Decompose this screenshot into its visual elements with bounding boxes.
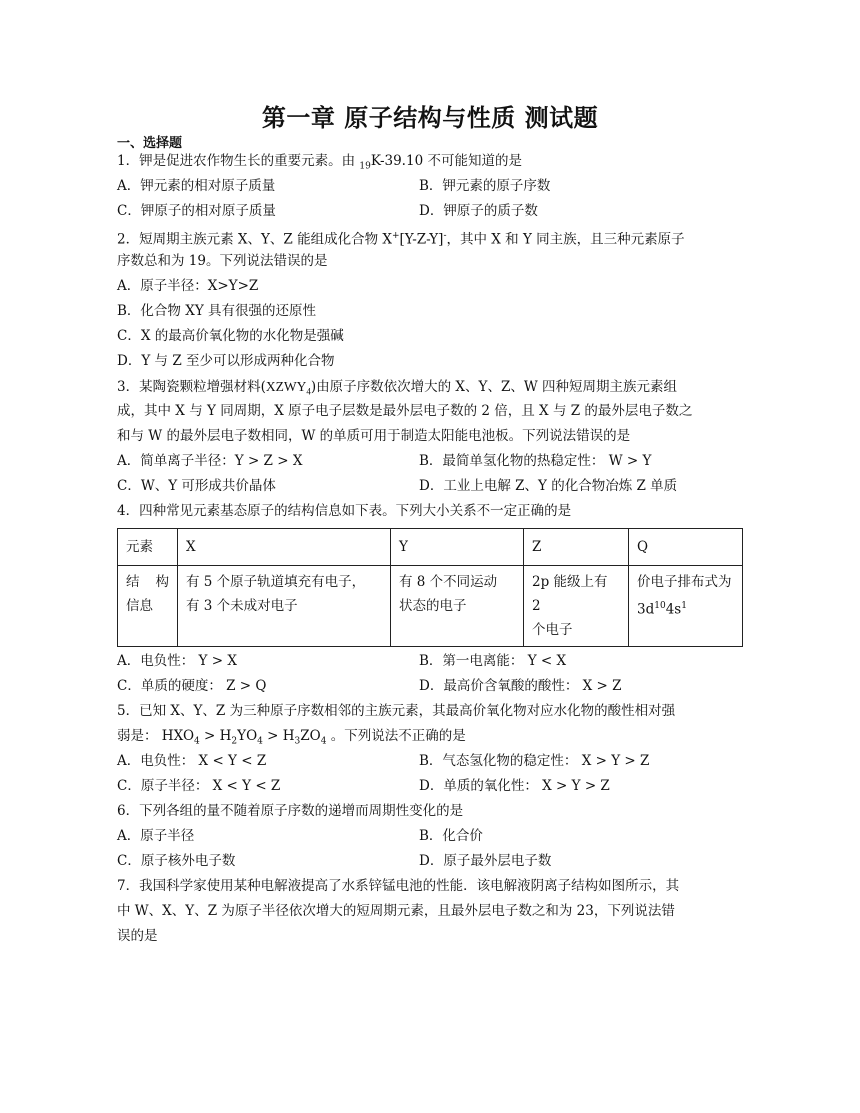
q3-stem-line3: 和与 W 的最外层电子数相同，W 的单质可用于制造太阳能电池板。下列说法错误的是 [117, 428, 631, 444]
q3-stem-line2: 成，其中 X 与 Y 同周期，X 原子电子层数是最外层电子数的 2 倍，且 X 与 Z 的最外层电子数之 [117, 403, 693, 419]
q1-option-b[interactable]: B．钾元素的原子序数 [419, 178, 551, 194]
q7-stem-line1: 7．我国科学家使用某种电解液提高了水系锌锰电池的性能．该电解液阴离子结构如图所示，其 [117, 878, 680, 894]
q5-stem-line1: 5．已知 X、Y、Z 为三种原子序数相邻的主族元素，其最高价氧化物对应水化物的酸性相对强 [117, 703, 676, 719]
q5-options-row1 [117, 749, 743, 774]
q4-options-row2 [117, 674, 743, 699]
q6-option-c[interactable]: C．原子核外电子数 [117, 853, 236, 869]
table-header-cell: X [178, 529, 391, 566]
q2-stem-line2: 序数总和为 19。下列说法错误的是 [117, 253, 328, 269]
q3-option-a[interactable]: A．简单离子半径：Y > Z > X [117, 453, 303, 469]
document-title: 第一章 原子结构与性质 测试题 [261, 104, 599, 132]
q5-option-c[interactable]: C．原子半径： X < Y < Z [117, 778, 281, 794]
q6-options-row2 [117, 849, 743, 874]
q6-options-row1 [117, 824, 743, 849]
table-header-cell: Q [629, 529, 743, 566]
q1-options-row2 [117, 199, 743, 224]
table-cell-z: 2p 能级上有 2 个电子 [524, 566, 629, 647]
q1-stem: 1．钾是促进农作物生长的重要元素。由 $_{19}$K-39.10 不可能知道的是 [117, 153, 522, 172]
table-row-label: 结 构 信息 [118, 566, 178, 647]
q5-options-row2 [117, 774, 743, 799]
q3-options-row1 [117, 449, 743, 474]
q7-stem-line2: 中 W、X、Y、Z 为原子半径依次增大的短周期元素，且最外层电子数之和为 23，下列说法错 [117, 903, 675, 919]
q1-option-a[interactable]: A．钾元素的相对原子质量 [117, 178, 276, 194]
q4-options-row1 [117, 649, 743, 674]
q5-stem-line2: 弱是： $HXO_4 > H_2YO_4 > H_3ZO_4$ 。下列说法不正确的是 [117, 728, 466, 747]
table-header-cell: Y [391, 529, 524, 566]
element-info-table [117, 528, 743, 647]
q1-option-d[interactable]: D．钾原子的质子数 [419, 203, 538, 219]
q3-option-b[interactable]: B．最简单氢化物的热稳定性： W > Y [419, 453, 652, 469]
section-heading: 一、选择题 [117, 136, 183, 151]
q2-stem-line1: 2．短周期主族元素 X、Y、Z 能组成化合物 X+[Y-Z-Y]-，其中 X 和 Y 同主族，且三种元素原子 [117, 231, 685, 248]
q1-option-c[interactable]: C．钾原子的相对原子质量 [117, 203, 276, 219]
table-header-row [118, 529, 743, 566]
table-cell-x: 有 5 个原子轨道填充有电子， 有 3 个未成对电子 [178, 566, 391, 647]
q5-option-b[interactable]: B．气态氢化物的稳定性： X > Y > Z [419, 753, 650, 769]
q4-option-d[interactable]: D．最高价含氧酸的酸性： X > Z [419, 678, 622, 694]
q3-option-c[interactable]: C．W、Y 可形成共价晶体 [117, 478, 276, 494]
q3-stem-line1: 3．某陶瓷颗粒增强材料$(XZWY_4)$由原子序数依次增大的 X、Y、Z、W 四种短周期主族元素组 [117, 379, 677, 397]
q7-stem-line3: 误的是 [117, 928, 158, 944]
q4-option-a[interactable]: A．电负性： Y > X [117, 653, 237, 669]
q3-formula: $XZWY_4$ [265, 379, 311, 397]
q4-option-c[interactable]: C．单质的硬度： Z > Q [117, 678, 267, 694]
table-cell-y: 有 8 个不同运动 状态的电子 [391, 566, 524, 647]
question-list [117, 149, 743, 949]
table-row [118, 566, 743, 647]
table-header-cell: 元素 [118, 529, 178, 566]
q6-option-a[interactable]: A．原子半径 [117, 828, 195, 844]
q3-options-row2 [117, 474, 743, 499]
q2-option-d[interactable]: D．Y 与 Z 至少可以形成两种化合物 [117, 353, 335, 369]
q5-option-a[interactable]: A．电负性： X < Y < Z [117, 753, 267, 769]
q3-option-d[interactable]: D．工业上电解 Z、Y 的化合物冶炼 Z 单质 [419, 478, 678, 494]
q2-option-b[interactable]: B．化合物 XY 具有很强的还原性 [117, 303, 317, 319]
q2-option-c[interactable]: C．X 的最高价氧化物的水化物是强碱 [117, 328, 344, 344]
q1-options-row1 [117, 174, 743, 199]
q4-stem: 4．四种常见元素基态原子的结构信息如下表。下列大小关系不一定正确的是 [117, 503, 572, 519]
q4-option-b[interactable]: B．第一电离能： Y < X [419, 653, 567, 669]
table-cell-q: 价电子排布式为 $3d^{10}4s^1$ [629, 566, 743, 647]
q6-option-d[interactable]: D．原子最外层电子数 [419, 853, 552, 869]
q5-option-d[interactable]: D．单质的氧化性： X > Y > Z [419, 778, 610, 794]
q6-option-b[interactable]: B．化合价 [419, 828, 483, 844]
q6-stem: 6．下列各组的量不随着原子序数的递增而周期性变化的是 [117, 803, 464, 819]
table-header-cell: Z [524, 529, 629, 566]
q2-option-a[interactable]: A．原子半径：X>Y>Z [117, 278, 259, 294]
